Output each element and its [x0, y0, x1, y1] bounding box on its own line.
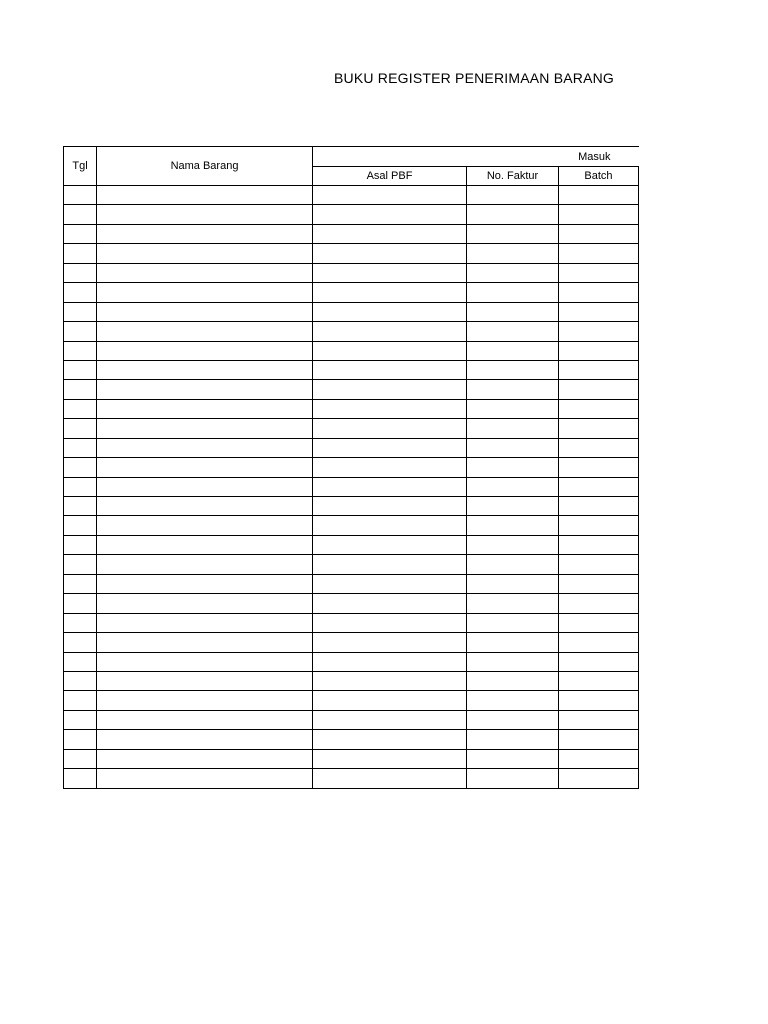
cell-tgl — [64, 535, 97, 554]
cell-nama-barang — [97, 341, 313, 360]
table-header — [64, 147, 639, 186]
cell-tgl — [64, 497, 97, 516]
cell-tgl — [64, 671, 97, 690]
cell-batch — [559, 652, 639, 671]
table-row — [64, 749, 639, 768]
cell-no-faktur — [467, 535, 559, 554]
table-row — [64, 438, 639, 457]
table-row — [64, 244, 639, 263]
cell-no-faktur — [467, 438, 559, 457]
cell-tgl — [64, 691, 97, 710]
table-row — [64, 186, 639, 205]
cell-tgl — [64, 633, 97, 652]
cell-no-faktur — [467, 613, 559, 632]
table-row — [64, 419, 639, 438]
cell-batch — [559, 477, 639, 496]
cell-nama-barang — [97, 438, 313, 457]
column-header-nama-barang: Nama Barang — [97, 147, 313, 186]
cell-batch — [559, 730, 639, 749]
cell-tgl — [64, 341, 97, 360]
cell-nama-barang — [97, 497, 313, 516]
cell-asal-pbf — [313, 186, 467, 205]
table-row — [64, 322, 639, 341]
table-row — [64, 730, 639, 749]
cell-tgl — [64, 244, 97, 263]
cell-batch — [559, 691, 639, 710]
cell-no-faktur — [467, 574, 559, 593]
table-row — [64, 633, 639, 652]
cell-tgl — [64, 380, 97, 399]
cell-batch — [559, 380, 639, 399]
table-row — [64, 555, 639, 574]
cell-tgl — [64, 283, 97, 302]
cell-batch — [559, 574, 639, 593]
cell-batch — [559, 613, 639, 632]
table-row — [64, 691, 639, 710]
page-title: BUKU REGISTER PENERIMAAN BARANG — [334, 70, 615, 86]
cell-asal-pbf — [313, 419, 467, 438]
cell-asal-pbf — [313, 633, 467, 652]
cell-batch — [559, 399, 639, 418]
cell-nama-barang — [97, 283, 313, 302]
cell-batch — [559, 516, 639, 535]
cell-no-faktur — [467, 633, 559, 652]
cell-no-faktur — [467, 477, 559, 496]
cell-tgl — [64, 613, 97, 632]
cell-no-faktur — [467, 555, 559, 574]
cell-nama-barang — [97, 710, 313, 729]
cell-no-faktur — [467, 244, 559, 263]
cell-nama-barang — [97, 186, 313, 205]
table-row — [64, 360, 639, 379]
cell-asal-pbf — [313, 691, 467, 710]
register-table — [63, 146, 639, 789]
cell-batch — [559, 224, 639, 243]
cell-no-faktur — [467, 691, 559, 710]
cell-nama-barang — [97, 263, 313, 282]
cell-tgl — [64, 224, 97, 243]
table-row — [64, 574, 639, 593]
cell-nama-barang — [97, 224, 313, 243]
cell-nama-barang — [97, 613, 313, 632]
cell-asal-pbf — [313, 652, 467, 671]
column-header-tgl: Tgl — [64, 147, 97, 186]
table-row — [64, 652, 639, 671]
cell-nama-barang — [97, 652, 313, 671]
column-header-batch: Batch — [559, 167, 639, 186]
cell-nama-barang — [97, 360, 313, 379]
table-row — [64, 341, 639, 360]
cell-tgl — [64, 730, 97, 749]
cell-no-faktur — [467, 458, 559, 477]
cell-nama-barang — [97, 477, 313, 496]
cell-nama-barang — [97, 535, 313, 554]
cell-batch — [559, 769, 639, 788]
table-row — [64, 497, 639, 516]
cell-batch — [559, 302, 639, 321]
cell-batch — [559, 186, 639, 205]
cell-tgl — [64, 458, 97, 477]
cell-nama-barang — [97, 516, 313, 535]
cell-no-faktur — [467, 322, 559, 341]
cell-asal-pbf — [313, 516, 467, 535]
cell-batch — [559, 594, 639, 613]
cell-asal-pbf — [313, 283, 467, 302]
cell-no-faktur — [467, 224, 559, 243]
cell-no-faktur — [467, 730, 559, 749]
cell-batch — [559, 535, 639, 554]
cell-tgl — [64, 594, 97, 613]
cell-no-faktur — [467, 341, 559, 360]
cell-tgl — [64, 322, 97, 341]
cell-nama-barang — [97, 594, 313, 613]
cell-nama-barang — [97, 380, 313, 399]
cell-asal-pbf — [313, 263, 467, 282]
cell-tgl — [64, 263, 97, 282]
cell-no-faktur — [467, 283, 559, 302]
cell-nama-barang — [97, 419, 313, 438]
cell-tgl — [64, 438, 97, 457]
table-row — [64, 380, 639, 399]
table-row — [64, 516, 639, 535]
cell-asal-pbf — [313, 710, 467, 729]
cell-no-faktur — [467, 186, 559, 205]
cell-nama-barang — [97, 458, 313, 477]
cell-asal-pbf — [313, 438, 467, 457]
cell-no-faktur — [467, 671, 559, 690]
cell-asal-pbf — [313, 497, 467, 516]
table-row — [64, 399, 639, 418]
cell-nama-barang — [97, 322, 313, 341]
cell-asal-pbf — [313, 244, 467, 263]
column-header-no-faktur: No. Faktur — [467, 167, 559, 186]
cell-asal-pbf — [313, 399, 467, 418]
cell-no-faktur — [467, 497, 559, 516]
cell-asal-pbf — [313, 380, 467, 399]
table-row — [64, 671, 639, 690]
cell-asal-pbf — [313, 769, 467, 788]
cell-tgl — [64, 769, 97, 788]
cell-nama-barang — [97, 555, 313, 574]
cell-no-faktur — [467, 419, 559, 438]
cell-no-faktur — [467, 710, 559, 729]
cell-tgl — [64, 516, 97, 535]
table-row — [64, 594, 639, 613]
cell-tgl — [64, 555, 97, 574]
table-row — [64, 477, 639, 496]
cell-asal-pbf — [313, 477, 467, 496]
cell-nama-barang — [97, 671, 313, 690]
cell-asal-pbf — [313, 574, 467, 593]
cell-tgl — [64, 477, 97, 496]
cell-no-faktur — [467, 769, 559, 788]
cell-nama-barang — [97, 302, 313, 321]
cell-tgl — [64, 302, 97, 321]
cell-no-faktur — [467, 516, 559, 535]
cell-asal-pbf — [313, 749, 467, 768]
table-row — [64, 535, 639, 554]
cell-batch — [559, 633, 639, 652]
cell-no-faktur — [467, 399, 559, 418]
cell-nama-barang — [97, 749, 313, 768]
table-row — [64, 613, 639, 632]
cell-tgl — [64, 186, 97, 205]
cell-batch — [559, 671, 639, 690]
cell-batch — [559, 749, 639, 768]
cell-batch — [559, 244, 639, 263]
cell-nama-barang — [97, 574, 313, 593]
cell-tgl — [64, 419, 97, 438]
table-row — [64, 302, 639, 321]
cell-tgl — [64, 205, 97, 224]
column-header-asal-pbf: Asal PBF — [313, 167, 467, 186]
cell-asal-pbf — [313, 341, 467, 360]
table-row — [64, 283, 639, 302]
cell-batch — [559, 419, 639, 438]
cell-no-faktur — [467, 205, 559, 224]
cell-tgl — [64, 399, 97, 418]
cell-batch — [559, 555, 639, 574]
cell-batch — [559, 360, 639, 379]
cell-asal-pbf — [313, 322, 467, 341]
cell-tgl — [64, 710, 97, 729]
cell-tgl — [64, 652, 97, 671]
cell-batch — [559, 458, 639, 477]
cell-nama-barang — [97, 205, 313, 224]
cell-nama-barang — [97, 399, 313, 418]
cell-tgl — [64, 360, 97, 379]
table-row — [64, 205, 639, 224]
cell-nama-barang — [97, 633, 313, 652]
cell-no-faktur — [467, 302, 559, 321]
cell-asal-pbf — [313, 205, 467, 224]
column-group-header-masuk: Masuk — [313, 147, 639, 167]
cell-no-faktur — [467, 263, 559, 282]
cell-asal-pbf — [313, 555, 467, 574]
cell-batch — [559, 341, 639, 360]
cell-batch — [559, 438, 639, 457]
cell-batch — [559, 205, 639, 224]
cell-no-faktur — [467, 360, 559, 379]
cell-asal-pbf — [313, 730, 467, 749]
cell-batch — [559, 283, 639, 302]
cell-batch — [559, 263, 639, 282]
table-row — [64, 769, 639, 788]
cell-tgl — [64, 749, 97, 768]
cell-asal-pbf — [313, 671, 467, 690]
cell-nama-barang — [97, 769, 313, 788]
cell-asal-pbf — [313, 458, 467, 477]
cell-nama-barang — [97, 244, 313, 263]
cell-batch — [559, 322, 639, 341]
table-row — [64, 710, 639, 729]
cell-batch — [559, 497, 639, 516]
cell-no-faktur — [467, 749, 559, 768]
cell-tgl — [64, 574, 97, 593]
table-row — [64, 263, 639, 282]
cell-asal-pbf — [313, 360, 467, 379]
cell-no-faktur — [467, 594, 559, 613]
table-row — [64, 458, 639, 477]
table-body — [64, 186, 639, 789]
cell-no-faktur — [467, 652, 559, 671]
cell-batch — [559, 710, 639, 729]
cell-nama-barang — [97, 691, 313, 710]
cell-asal-pbf — [313, 302, 467, 321]
cell-nama-barang — [97, 730, 313, 749]
cell-asal-pbf — [313, 613, 467, 632]
table-row — [64, 224, 639, 243]
cell-asal-pbf — [313, 535, 467, 554]
cell-asal-pbf — [313, 594, 467, 613]
cell-asal-pbf — [313, 224, 467, 243]
cell-no-faktur — [467, 380, 559, 399]
